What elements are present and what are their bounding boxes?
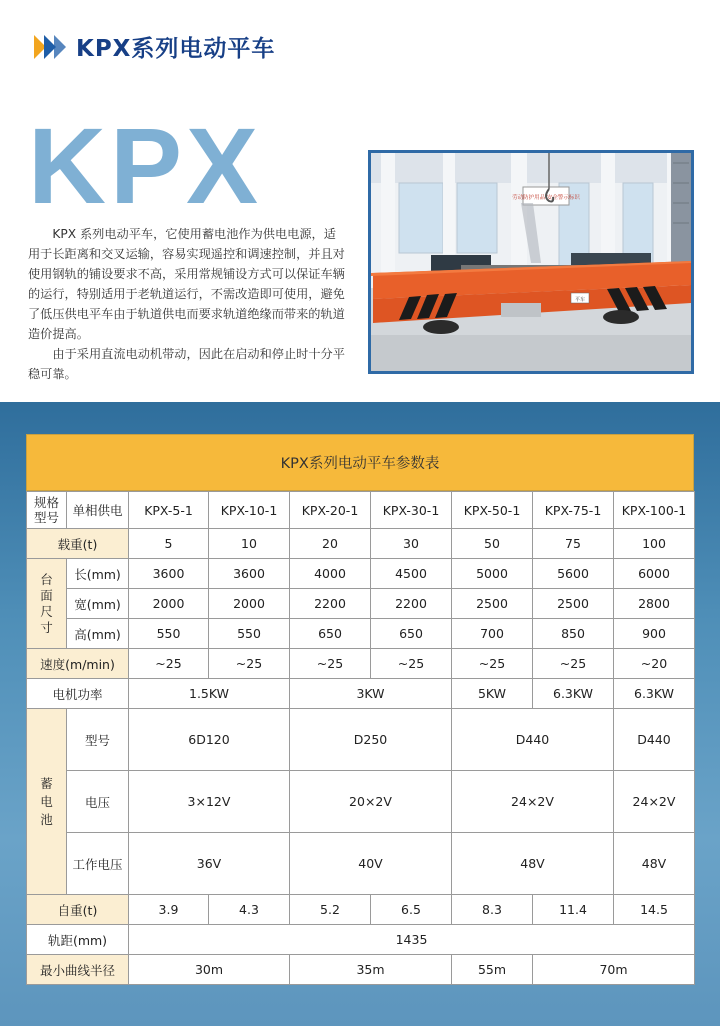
model-cell: KPX-30-1 bbox=[371, 492, 452, 529]
battery-voltage-cell: 24×2V bbox=[614, 771, 695, 833]
working-voltage-cell: 48V bbox=[614, 833, 695, 895]
speed-cell: ~20 bbox=[614, 649, 695, 679]
radius-cell: 30m bbox=[129, 955, 290, 985]
speed-cell: ~25 bbox=[452, 649, 533, 679]
load-cell: 20 bbox=[290, 529, 371, 559]
speed-cell: ~25 bbox=[371, 649, 452, 679]
width-cell: 2000 bbox=[129, 589, 209, 619]
motor-label: 电机功率 bbox=[27, 679, 129, 709]
table-row bbox=[27, 492, 695, 529]
motor-cell: 1.5KW bbox=[129, 679, 290, 709]
radius-label: 最小曲线半径 bbox=[27, 955, 129, 985]
table-row bbox=[27, 559, 695, 589]
speed-cell: ~25 bbox=[209, 649, 290, 679]
length-cell: 3600 bbox=[209, 559, 290, 589]
height-cell: 900 bbox=[614, 619, 695, 649]
battery-voltage-cell: 20×2V bbox=[290, 771, 452, 833]
load-label: 载重(t) bbox=[27, 529, 129, 559]
length-cell: 5000 bbox=[452, 559, 533, 589]
motor-cell: 6.3KW bbox=[533, 679, 614, 709]
width-cell: 2500 bbox=[452, 589, 533, 619]
length-cell: 3600 bbox=[129, 559, 209, 589]
table-row bbox=[27, 589, 695, 619]
width-cell: 2200 bbox=[290, 589, 371, 619]
working-voltage-cell: 40V bbox=[290, 833, 452, 895]
table-row bbox=[27, 771, 695, 833]
load-cell: 10 bbox=[209, 529, 290, 559]
length-cell: 5600 bbox=[533, 559, 614, 589]
model-cell: KPX-50-1 bbox=[452, 492, 533, 529]
weight-cell: 6.5 bbox=[371, 895, 452, 925]
load-cell: 75 bbox=[533, 529, 614, 559]
sign-text: 劳动防护用品 安全警示标识 bbox=[512, 195, 580, 201]
weight-cell: 14.5 bbox=[614, 895, 695, 925]
weight-cell: 3.9 bbox=[129, 895, 209, 925]
battery-type-label: 型号 bbox=[67, 709, 129, 771]
gauge-label: 轨距(mm) bbox=[27, 925, 129, 955]
battery-type-cell: 6D120 bbox=[129, 709, 290, 771]
header-supply-label: 单相供电 bbox=[67, 492, 129, 529]
length-cell: 6000 bbox=[614, 559, 695, 589]
model-cell: KPX-20-1 bbox=[290, 492, 371, 529]
table-row bbox=[27, 619, 695, 649]
page-title: KPX系列电动平车 bbox=[76, 36, 276, 62]
page-header bbox=[34, 30, 275, 63]
chevron-arrows-icon bbox=[34, 35, 64, 59]
table-row bbox=[27, 649, 695, 679]
working-voltage-cell: 48V bbox=[452, 833, 614, 895]
height-cell: 550 bbox=[209, 619, 290, 649]
working-voltage-cell: 36V bbox=[129, 833, 290, 895]
battery-voltage-label: 电压 bbox=[67, 771, 129, 833]
height-cell: 850 bbox=[533, 619, 614, 649]
electric-flat-cart-illustration bbox=[371, 153, 691, 371]
radius-cell: 35m bbox=[290, 955, 452, 985]
load-cell: 50 bbox=[452, 529, 533, 559]
spec-table-title: KPX系列电动平车参数表 bbox=[26, 434, 694, 491]
radius-cell: 55m bbox=[452, 955, 533, 985]
speed-cell: ~25 bbox=[533, 649, 614, 679]
battery-voltage-cell: 24×2V bbox=[452, 771, 614, 833]
intro-text bbox=[28, 224, 348, 384]
table-row bbox=[27, 679, 695, 709]
load-cell: 30 bbox=[371, 529, 452, 559]
height-cell: 650 bbox=[290, 619, 371, 649]
width-cell: 2800 bbox=[614, 589, 695, 619]
radius-cell: 70m bbox=[533, 955, 695, 985]
hero-text: KPX bbox=[28, 105, 263, 226]
battery-label: 蓄电池 bbox=[27, 709, 67, 895]
table-row bbox=[27, 529, 695, 559]
spec-table-container bbox=[26, 434, 694, 985]
weight-label: 自重(t) bbox=[27, 895, 129, 925]
table-row bbox=[27, 709, 695, 771]
width-label: 宽(mm) bbox=[67, 589, 129, 619]
width-cell: 2500 bbox=[533, 589, 614, 619]
weight-cell: 5.2 bbox=[290, 895, 371, 925]
battery-type-cell: D250 bbox=[290, 709, 452, 771]
model-cell: KPX-75-1 bbox=[533, 492, 614, 529]
model-cell: KPX-100-1 bbox=[614, 492, 695, 529]
weight-cell: 8.3 bbox=[452, 895, 533, 925]
height-label: 高(mm) bbox=[67, 619, 129, 649]
product-photo bbox=[368, 150, 694, 374]
cart-plate-text: 平车 bbox=[574, 297, 586, 303]
table-row bbox=[27, 833, 695, 895]
length-cell: 4500 bbox=[371, 559, 452, 589]
battery-type-cell: D440 bbox=[614, 709, 695, 771]
height-cell: 650 bbox=[371, 619, 452, 649]
motor-cell: 5KW bbox=[452, 679, 533, 709]
intro-paragraph-1: KPX 系列电动平车，它使用蓄电池作为供电电源，适用于长距离和交叉运输，容易实现遥控和调速控制，并且对使用钢轨的铺设要求不高，采用常规铺设方式可以保证车辆的运行，特别适用于老轨道运行，不需改造即可使用，避免了低压供电平车由于轨道供电而要求轨道绝缘而带来的轨道造价提高。 bbox=[28, 227, 345, 341]
spec-table bbox=[26, 491, 695, 985]
length-label: 长(mm) bbox=[67, 559, 129, 589]
working-voltage-label: 工作电压 bbox=[67, 833, 129, 895]
speed-label: 速度(m/min) bbox=[27, 649, 129, 679]
table-row bbox=[27, 895, 695, 925]
model-cell: KPX-10-1 bbox=[209, 492, 290, 529]
load-cell: 5 bbox=[129, 529, 209, 559]
width-cell: 2000 bbox=[209, 589, 290, 619]
speed-cell: ~25 bbox=[129, 649, 209, 679]
length-cell: 4000 bbox=[290, 559, 371, 589]
motor-cell: 6.3KW bbox=[614, 679, 695, 709]
top-section bbox=[0, 0, 720, 402]
height-cell: 700 bbox=[452, 619, 533, 649]
battery-type-cell: D440 bbox=[452, 709, 614, 771]
platform-label: 台面尺寸 bbox=[27, 559, 67, 649]
model-cell: KPX-5-1 bbox=[129, 492, 209, 529]
weight-cell: 11.4 bbox=[533, 895, 614, 925]
width-cell: 2200 bbox=[371, 589, 452, 619]
speed-cell: ~25 bbox=[290, 649, 371, 679]
gauge-cell: 1435 bbox=[129, 925, 695, 955]
table-row bbox=[27, 925, 695, 955]
motor-cell: 3KW bbox=[290, 679, 452, 709]
weight-cell: 4.3 bbox=[209, 895, 290, 925]
load-cell: 100 bbox=[614, 529, 695, 559]
battery-voltage-cell: 3×12V bbox=[129, 771, 290, 833]
height-cell: 550 bbox=[129, 619, 209, 649]
table-row bbox=[27, 955, 695, 985]
intro-paragraph-2: 由于采用直流电动机带动，因此在启动和停止时十分平稳可靠。 bbox=[28, 347, 345, 381]
header-model-label: 规格 型号 bbox=[27, 492, 67, 529]
